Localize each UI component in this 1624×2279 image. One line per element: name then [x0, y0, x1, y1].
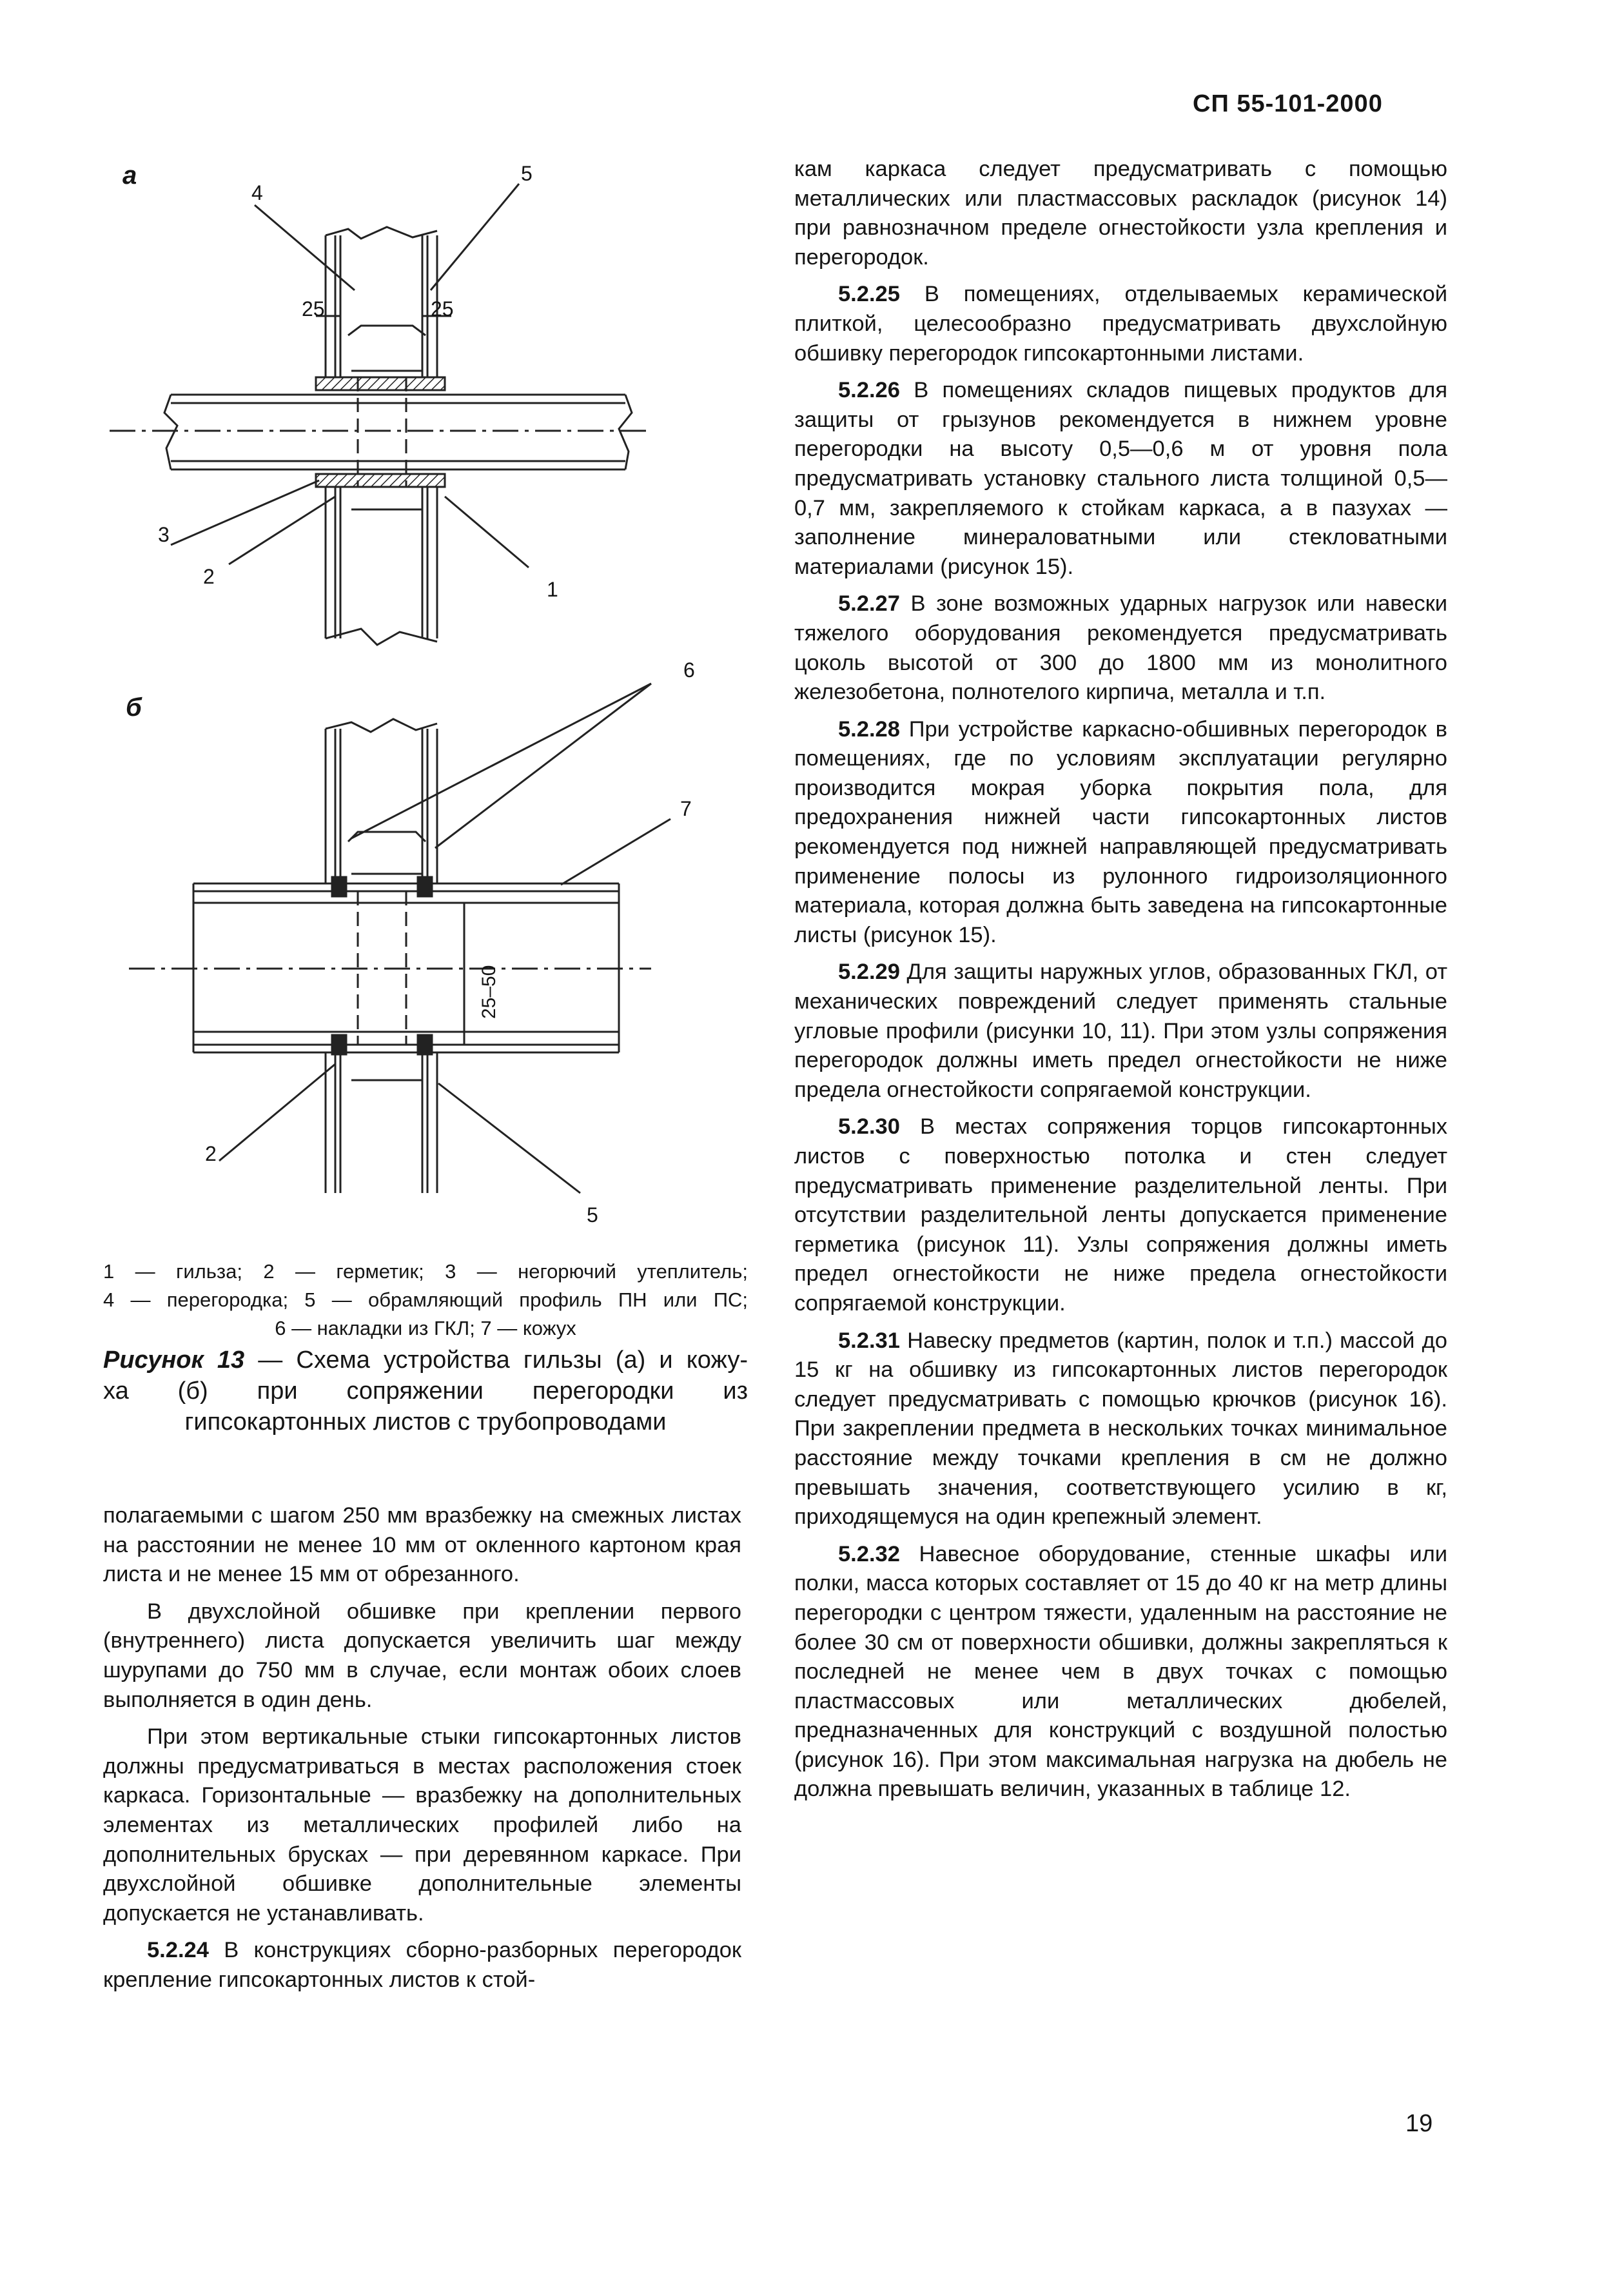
paragraph: 5.2.30 В местах сопряжения торцов гипсокартонных листов с поверхностью потолка и стен следует предусматривать применение разделительной ленты. При отсутствии разделительной ленты допускается применение герметика (рисунок 11). Узлы сопряжения должны иметь предел огнестойкости не ниже предела огнестойкости сопрягаемой конструкции.	[794, 1114, 1447, 1316]
panel-a-label: а	[122, 161, 137, 190]
callout-5b: 5	[587, 1203, 598, 1227]
legend-line-1: 1 — гильза; 2 — герметик; 3 — негорючий утеплитель;	[103, 1260, 748, 1283]
left-text-column	[103, 1501, 741, 2003]
paragraph: полагаемыми с шагом 250 мм вразбежку на смежных листах на расстоянии не менее 10 мм от окленного картоном края листа и не менее 15 мм от обрезанного.	[103, 1503, 741, 1587]
clause-number: 5.2.24	[147, 1938, 209, 1963]
legend-line-2: 4 — перегородка; 5 — обрамляющий профиль ПН или ПС;	[103, 1288, 748, 1311]
panel-b-label: б	[126, 693, 142, 722]
callout-1: 1	[547, 578, 558, 601]
right-text-column	[794, 155, 1447, 1812]
figure-legend	[103, 1258, 748, 1343]
figure-caption	[103, 1345, 748, 1437]
clause-number: 5.2.32	[838, 1541, 900, 1566]
caption-line-1: — Схема устройства гильзы (а) и кожу-	[244, 1347, 748, 1374]
callout-7: 7	[680, 797, 692, 820]
callout-2b: 2	[205, 1142, 217, 1165]
paragraph: 5.2.28 При устройстве каркасно-обшивных перегородок в помещениях, где по условиям эксплуатации регулярно производится мокрая уборка покрытия пола, для предохранения нижней части гипсокартонных листов рекомендуется под нижней направляющей предусматривать применение полосы из рулонного гидроизоляционного материала, которая должна быть заведена на гипсокартонные листы (рисунок 15).	[794, 716, 1447, 947]
paragraph: 5.2.31 Навеску предметов (картин, полок и т.п.) массой до 15 кг на обшивку из гипсокартонных листов перегородок следует предусматривать с помощью крючков (рисунок 16). При закреплении предмета в нескольких точках минимальное расстояние между точками крепления в см не должно превышать значения, соответствующего усилию в кг, приходящемуся на один крепежный элемент.	[794, 1328, 1447, 1530]
paragraph: 5.2.26 В помещениях складов пищевых продуктов для защиты от грызунов рекомендуется в нижнем уровне перегородки на высоту 0,5—0,6 м от уровня пола предусматривать установку стального листа толщиной 0,5—0,7 мм, закрепляемого к стойкам каркаса, а в пазухах — заполнение минераловатными или стекловатными материалами (рисунок 15).	[794, 378, 1447, 579]
callout-6: 6	[683, 658, 695, 682]
legend-line-3: 6 — накладки из ГКЛ; 7 — кожух	[275, 1317, 576, 1339]
clause-number: 5.2.27	[838, 591, 900, 617]
clause-number: 5.2.26	[838, 378, 900, 403]
panel-b-drawing	[129, 684, 670, 1193]
paragraph: 5.2.27 В зоне возможных ударных нагрузок или навески тяжелого оборудования рекомендуется предусматривать цоколь высотой от 300 до 1800 мм из монолитного железобетона, полнотелого кирпича, металла и т.п.	[794, 591, 1447, 705]
paragraph: кам каркаса следует предусматривать с помощью металлических или пластмассовых раскладок (рисунок 14) при равнозначном пределе огнестойкости узла крепления и перегородок.	[794, 157, 1447, 270]
dim-25-left: 25	[302, 297, 325, 321]
callout-5: 5	[521, 162, 533, 185]
paragraph: 5.2.32 Навесное оборудование, стенные шкафы или полки, масса которых составляет от 15 до 40 кг на метр длины перегородки с центром тяжести, удаленным на расстояние не более 30 см от поверхности обшивки, должны закрепляться к последней не менее чем в двух точках с помощью пластмассовых или металлических дюбелей, предназначенных для конструкций с воздушной полостью (рисунок 16). При этом максимальная нагрузка на дюбель не должна превышать величин, указанных в таблице 12.	[794, 1541, 1447, 1802]
page-number: 19	[1405, 2110, 1433, 2137]
paragraph: 5.2.25 В помещениях, отделываемых керамической плиткой, целесообразно предусматривать двухслойную обшивку перегородок гипсокартонными листами.	[794, 282, 1447, 366]
callout-3: 3	[158, 523, 170, 546]
panel-a-drawing	[110, 184, 651, 645]
dim-25-right: 25	[431, 297, 454, 321]
clause-number: 5.2.31	[838, 1328, 900, 1353]
callout-2: 2	[203, 565, 215, 588]
caption-line-2: ха (б) при сопряжении перегородки из	[103, 1377, 748, 1405]
figure-13-drawing	[0, 0, 774, 1251]
paragraph: При этом вертикальные стыки гипсокартонных листов должны предусматриваться в местах расположения стоек каркаса. Горизонтальные — вразбежку на дополнительных элементах из металлических профилей либо на дополнительных брусках — при деревянном каркасе. При двухслойной обшивке дополнительные элементы допускается не устанавливать.	[103, 1724, 741, 1926]
clause-number: 5.2.29	[838, 960, 900, 985]
document-code: СП 55-101-2000	[1193, 90, 1383, 117]
clause-number: 5.2.30	[838, 1114, 900, 1140]
dim-25-50: 25–50	[478, 965, 500, 1019]
paragraph: 5.2.29 Для защиты наружных углов, образованных ГКЛ, от механических повреждений следует применять стальные угловые профили (рисунки 10, 11). При этом узлы сопряжения перегородок должны иметь предел огнестойкости не ниже предела огнестойкости сопрягаемой конструкции.	[794, 960, 1447, 1102]
clause-number: 5.2.25	[838, 282, 900, 307]
clause-number: 5.2.28	[838, 716, 900, 742]
caption-line-3: гипсокартонных листов с трубопроводами	[184, 1408, 667, 1435]
paragraph: В двухслойной обшивке при креплении первого (внутреннего) листа допускается увеличить шаг между шурупами до 750 мм в случае, если монтаж обоих слоев выполняется в один день.	[103, 1599, 741, 1712]
caption-label: Рисунок 13	[103, 1347, 245, 1374]
callout-4: 4	[251, 181, 263, 204]
paragraph: 5.2.24 В конструкциях сборно-разборных перегородок крепление гипсокартонных листов к стой-	[103, 1938, 741, 1992]
